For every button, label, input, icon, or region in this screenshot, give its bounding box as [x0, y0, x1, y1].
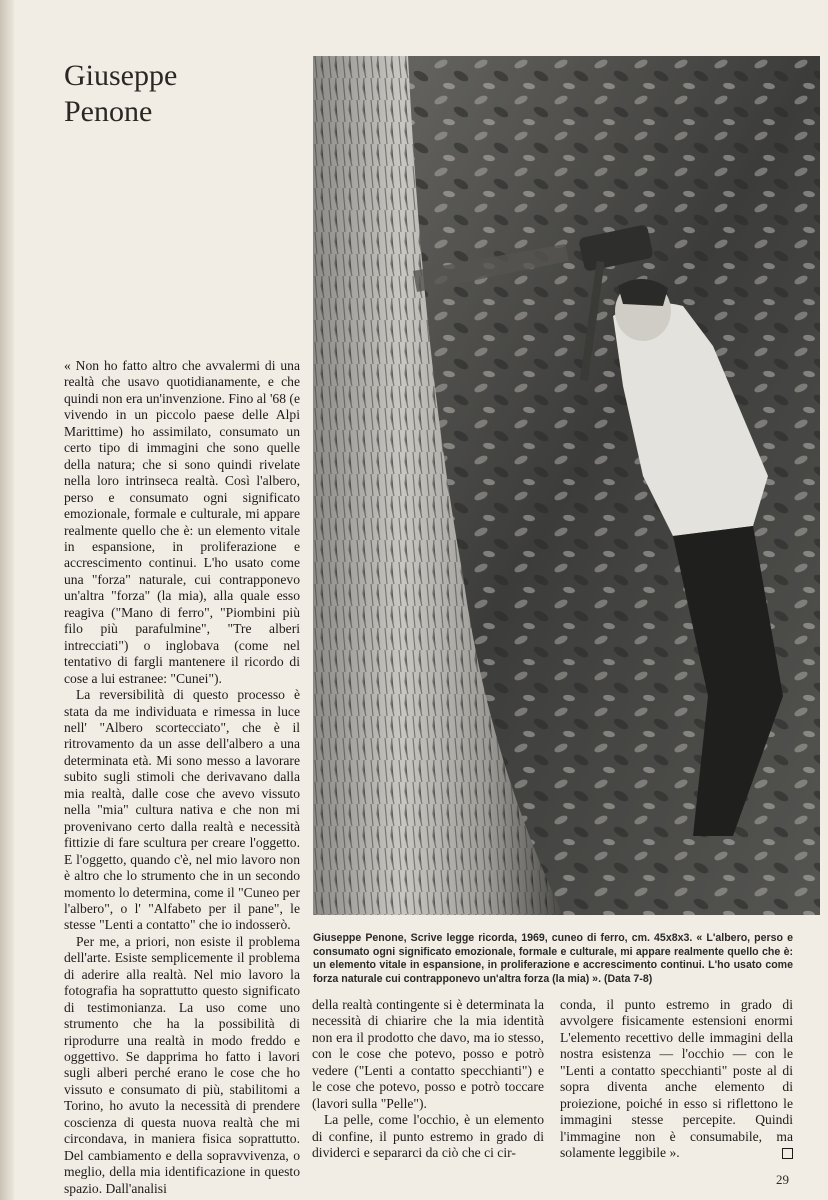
photo-caption: Giuseppe Penone, Scrive legge ricorda, 1969, cuneo di ferro, cm. 45x8x3. « L'albero, perso e consumato ogni significato emozionale, formale e culturale, mi appare realmente quello che è: un elemento vitale in espansione, in proliferazione e accrescimento continui. L'ho usato come forza naturale cui contrapponevo un'altra forza (la mia) ». (Data 7-8) — [313, 932, 793, 985]
body-paragraph: La pelle, come l'occhio, è un elemento di confine, il punto estremo in grado di dividerci e separarci da ciò che ci cir- — [312, 1112, 544, 1161]
tree-and-man-photo-icon — [313, 56, 820, 915]
body-column-middle — [312, 997, 544, 1162]
body-paragraph: « Non ho fatto altro che avvalermi di una realtà che usavo quotidianamente, e che quindi non era un'invenzione. Fino al '68 (e vivendo in un piccolo paese delle Alpi Marittime) ho assimilato, consumato un certo tipo di immagini che sono quelle della natura; che si sono quindi rivelate nella loro intrinseca realtà. Così l'albero, perso e consumato ogni significato emozionale, formale e culturale, mi appare realmente quello che è: un elemento vitale in espansione, in proliferazione e accrescimento continui. L'ho usato come una "forza" naturale, cui contrapponevo un'altra "forza" (la mia), alla quale esso reagiva ("Mano di ferro", "Piombini più filo più parafulmine", "Tre alberi intrecciati") o inglobava (come nel tentativo di fargli mantenere il ricordo di cose a lui estranee: "Cunei"). — [64, 358, 300, 686]
title-line-first: Giuseppe — [64, 59, 178, 92]
body-paragraph — [560, 997, 793, 1162]
body-column-right — [560, 997, 793, 1162]
body-paragraph-text: conda, il punto estremo in grado di avvolgere fisicamente estensioni enormi L'elemento recettivo delle immagini della nostra esistenza — l'occhio — con le "Lenti a contatto specchianti" poste al di sopra diventa anche elemento di proiezione, poiché in esso si riflettono le immagini stesse percepite. Quindi l'immagine non è consumabile, ma solamente leggibile ». — [560, 997, 793, 1161]
body-column-left — [64, 358, 300, 1197]
title-line-last: Penone — [64, 95, 153, 128]
artwork-photograph — [313, 56, 820, 915]
end-of-article-square-icon — [782, 1148, 793, 1159]
page-title — [64, 58, 304, 130]
body-paragraph: Per me, a priori, non esiste il problema dell'arte. Esiste semplicemente il problema di aderire alla realtà. Nel mio lavoro la fotografia ha soprattutto questo significato di testimonianza. La uso come uno strumento che ha la possibilità di riprodurre una realtà in modo freddo e oggettivo. Se dapprima ho fatto i lavori sugli alberi perché erano le cose che ho vissuto e consumato di più, stabilitomi a Torino, ho avuto la necessità di prendere coscienza di questa nuova realtà che mi circondava, in maniera fisica soprattutto. Del cambiamento e della sopravvivenza, o meglio, della mia identificazione in questo spazio. Dall'analisi — [64, 933, 300, 1196]
page-number: 29 — [776, 1172, 789, 1187]
body-paragraph: della realtà contingente si è determinata la necessità di chiarire che la mia identità non era il prodotto che davo, ma io stesso, con le cose che potevo, posso e potrò vedere ("Lenti a contatto specchianti") e le cose che potevo, posso e potrò toccare (lavori sulla "Pelle"). — [312, 997, 544, 1111]
page-spine-shadow — [0, 0, 14, 1200]
body-paragraph: La reversibilità di questo processo è stata da me individuata e rimessa in luce nell' "Albero scortecciato", che è il ritrovamento da un asse dell'albero a una determinata età. Mi sono messo a lavorare subito sugli stimoli che derivavano dalla mia realtà, dalle cose che avevo vissuto nella "mia" cultura nativa e che non mi provenivano certo dalla realtà e necessità fittizie di fare scultura per creare l'oggetto. E l'oggetto, quando c'è, nel mio lavoro non è altro che lo strumento che in un secondo momento lo determina, come il "Cuneo per l'albero", o l' "Alfabeto per il pane", le stesse "Lenti a contatto" che io indosserò. — [64, 687, 300, 933]
